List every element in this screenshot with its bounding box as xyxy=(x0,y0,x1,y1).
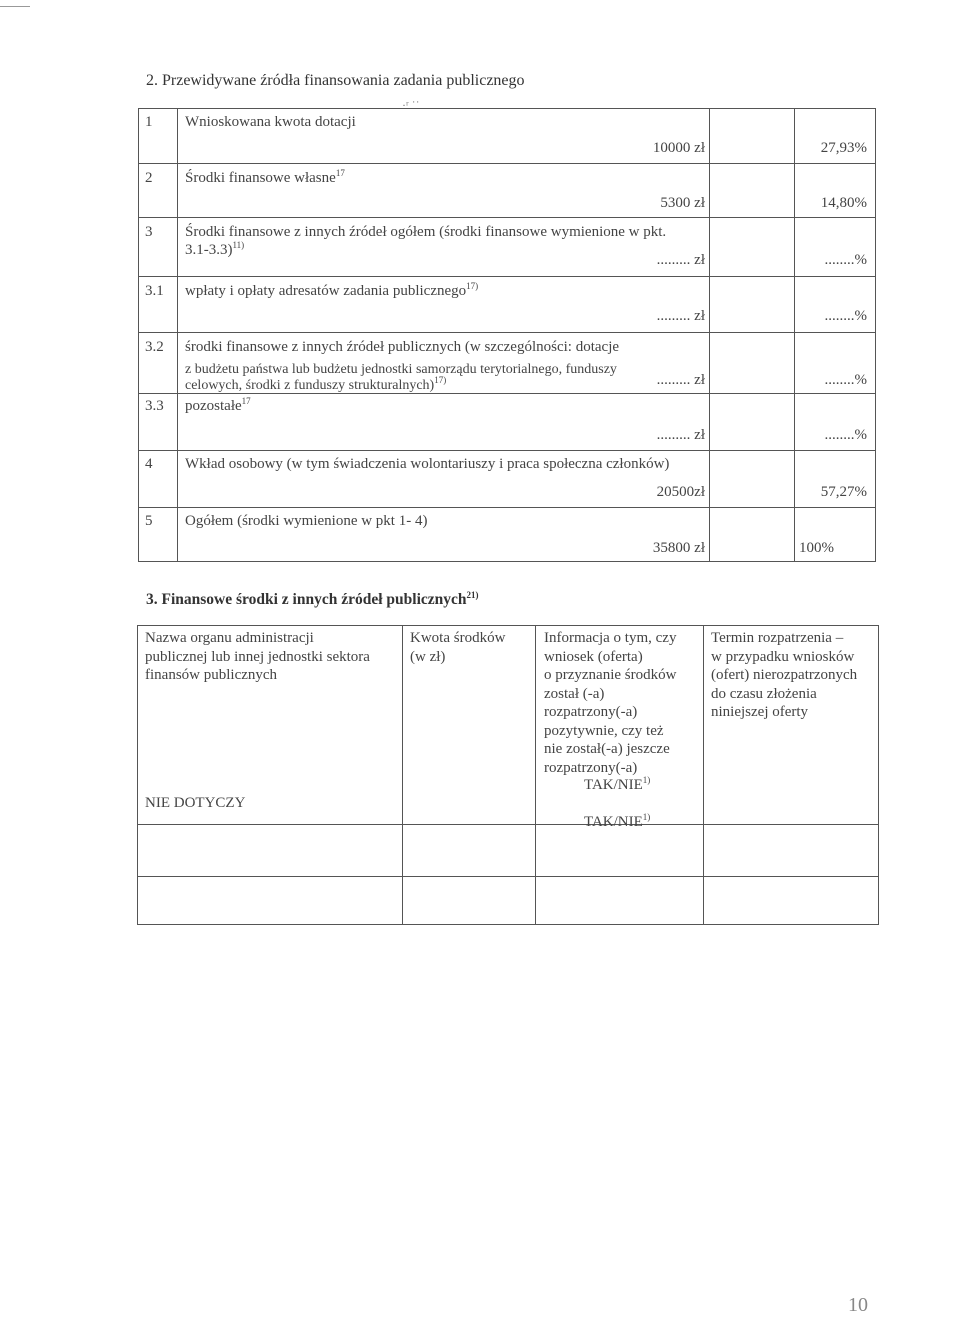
col-divider xyxy=(402,626,403,924)
funding-sources-table xyxy=(138,108,876,562)
col-divider xyxy=(709,109,710,561)
row-amount: 5300 zł xyxy=(660,195,705,211)
row-percent: ........% xyxy=(824,308,867,324)
row-percent: ........% xyxy=(824,252,867,268)
row-divider xyxy=(139,217,875,218)
row-divider xyxy=(138,876,878,877)
row-divider xyxy=(139,507,875,508)
scan-edge-line xyxy=(0,6,30,7)
row-amount: ......... zł xyxy=(656,252,705,268)
row-percent: 14,80% xyxy=(820,195,867,211)
row-number: 3.3 xyxy=(145,398,164,414)
row-status: TAK/NIE$^{1)}$ xyxy=(584,775,651,793)
row-percent: 57,27% xyxy=(820,484,867,500)
row-percent: ........% xyxy=(824,372,867,388)
row-divider xyxy=(139,276,875,277)
header-status: Informacja o tym, czy wniosek (oferta) o przyznanie środków został (-a) rozpatrzony(-a) pozytywnie, czy też nie został(-a) jeszcze rozpatrzony(-a) xyxy=(544,630,677,776)
row-label: Wnioskowana kwota dotacji xyxy=(185,114,356,130)
row-label: Ogółem (środki wymienione w pkt 1- 4) xyxy=(185,513,428,529)
col-divider xyxy=(177,109,178,561)
row-label-line: Środki finansowe z innych źródeł ogółem (środki finansowe wymienione w pkt. xyxy=(185,224,667,240)
row-percent: 27,93% xyxy=(820,140,867,156)
scan-mark: ·ʳ ˙˙ xyxy=(402,98,420,112)
header-organ: Nazwa organu administracji publicznej lub innej jednostki sektora finansów publicznych xyxy=(145,630,370,683)
col-divider xyxy=(535,626,536,924)
row-amount: 20500zł xyxy=(656,484,705,500)
row-number: 3 xyxy=(145,224,153,240)
row-divider xyxy=(139,332,875,333)
row-divider xyxy=(139,450,875,451)
row-label-line: 3.1-3.3)$^{11)}$ xyxy=(185,240,245,258)
row-amount: ......... zł xyxy=(656,308,705,324)
row-number: 3.1 xyxy=(145,283,164,299)
row-label: Wkład osobowy (w tym świadczenia wolontariuszy i praca społeczna członków) xyxy=(185,456,670,472)
row-number: 1 xyxy=(145,114,153,130)
row-label-line: celowych, środki z funduszy strukturalnych)$^{17)}$ xyxy=(185,375,447,393)
col-divider xyxy=(703,626,704,924)
row-label-line: z budżetu państwa lub budżetu jednostki samorządu terytorialnego, funduszy xyxy=(185,362,617,377)
row-percent: 100% xyxy=(799,540,834,556)
row-label-line: środki finansowe z innych źródeł publicznych (w szczególności: dotacje xyxy=(185,339,620,355)
header-deadline: Termin rozpatrzenia – w przypadku wniosków (ofert) nierozpatrzonych do czasu złożenia niniejszej oferty xyxy=(711,630,858,720)
row-number: 4 xyxy=(145,456,153,472)
row-divider xyxy=(139,163,875,164)
row-organ-name: NIE DOTYCZY xyxy=(145,795,246,811)
row-status: TAK/NIE$^{1)}$ xyxy=(584,812,651,830)
row-number: 2 xyxy=(145,170,153,186)
row-divider xyxy=(138,824,878,825)
row-number: 5 xyxy=(145,513,153,529)
page-number: 10 xyxy=(848,1294,868,1316)
row-amount: 10000 zł xyxy=(652,140,705,156)
row-number: 3.2 xyxy=(145,339,164,355)
row-label: Środki finansowe własne$^{17}$ xyxy=(185,168,345,186)
header-amount: Kwota środków (w zł) xyxy=(410,630,506,665)
section-2-title: 2. Przewidywane źródła finansowania zadania publicznego xyxy=(146,72,525,89)
other-public-funds-table xyxy=(137,625,879,925)
row-amount: ......... zł xyxy=(656,427,705,443)
row-label: wpłaty i opłaty adresatów zadania publicznego$^{17)}$ xyxy=(185,281,479,299)
row-percent: ........% xyxy=(824,427,867,443)
row-label: pozostałe$^{17}$ xyxy=(185,396,251,414)
row-amount: 35800 zł xyxy=(652,540,705,556)
row-amount: ......... zł xyxy=(656,372,705,388)
section-3-title: 3. Finansowe środki z innych źródeł publicznych$^{21)}$ xyxy=(146,590,479,608)
